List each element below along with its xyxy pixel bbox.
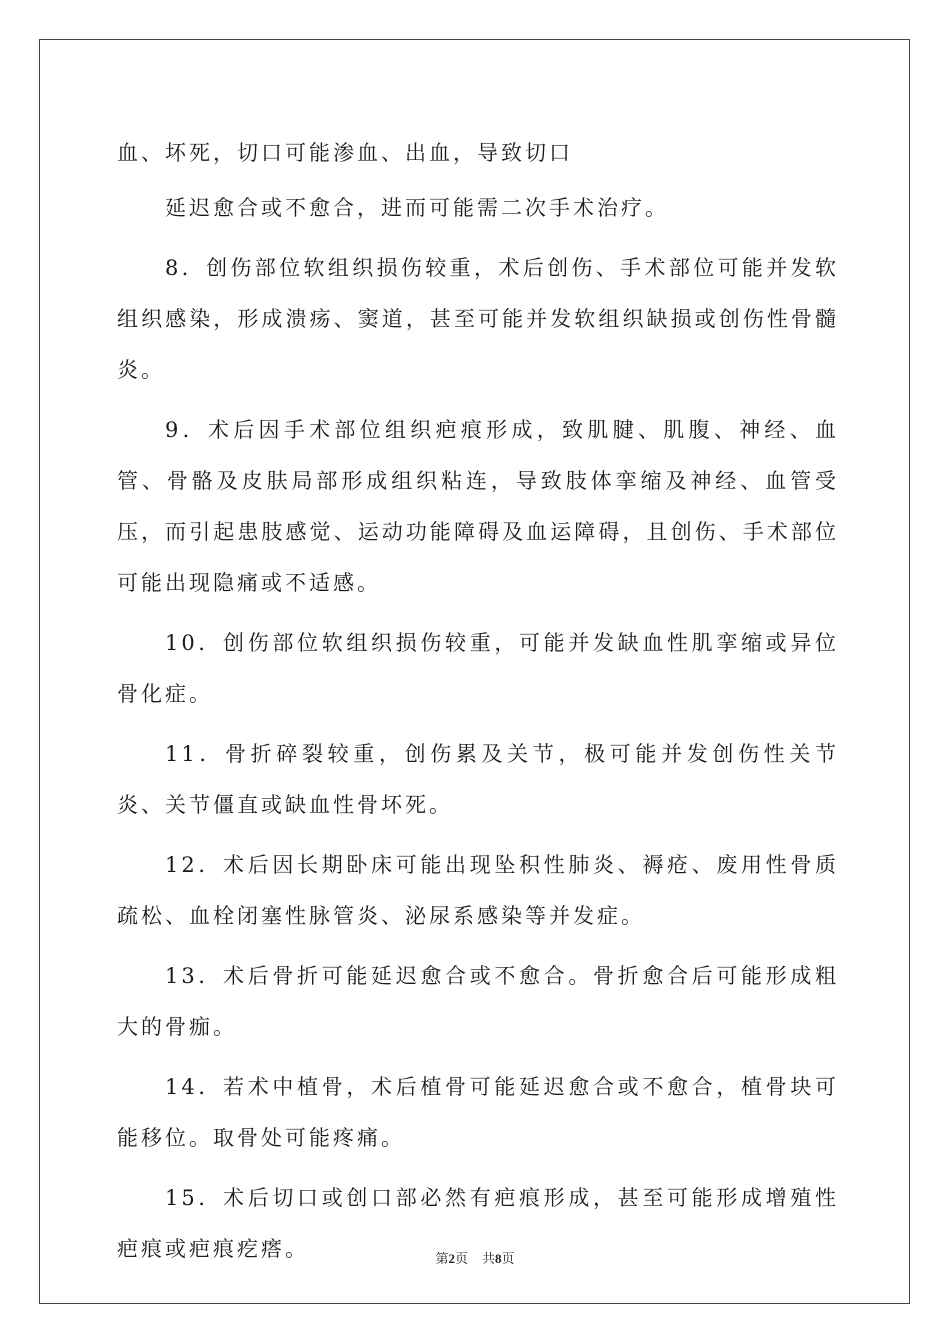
total-suffix: 页 (501, 1251, 515, 1266)
paragraph-item-15: 15．术后切口或创口部必然有疤痕形成，甚至可能形成增殖性疤痕或疤痕疙瘩。 (117, 1186, 839, 1261)
page-footer (0, 1248, 950, 1267)
page-mid: 页 (454, 1251, 468, 1266)
paragraph-item-8: 8．创伤部位软组织损伤较重，术后创伤、手术部位可能并发软组织感染，形成溃疡、窦道，甚至可能并发软组织缺损或创伤性骨髓炎。 (117, 256, 839, 382)
paragraph-item-11: 11．骨折碎裂较重，创伤累及关节，极可能并发创伤性关节炎、关节僵直或缺血性骨坏死。 (117, 742, 839, 817)
paragraph-item-12: 12．术后因长期卧床可能出现坠积性肺炎、褥疮、废用性骨质疏松、血栓闭塞性脉管炎、泌尿系感染等并发症。 (117, 853, 839, 928)
paragraph-0: 血、坏死，切口可能渗血、出血，导致切口 (117, 141, 573, 165)
page-prefix: 第 (435, 1251, 449, 1266)
paragraph-item-10: 10．创伤部位软组织损伤较重，可能并发缺血性肌挛缩或异位骨化症。 (117, 631, 839, 706)
total-prefix: 共 (482, 1251, 496, 1266)
paragraph-item-9: 9．术后因手术部位组织疤痕形成，致肌腱、肌腹、神经、血管、骨骼及皮肤局部形成组织粘连，导致肢体挛缩及神经、血管受压，而引起患肢感觉、运动功能障碍及血运障碍，且创伤、手术部位可能出现隐痛或不适感。 (117, 418, 839, 595)
paragraph-item-14: 14．若术中植骨，术后植骨可能延迟愈合或不愈合，植骨块可能移位。取骨处可能疼痛。 (117, 1075, 839, 1150)
page-current: 2 (448, 1251, 455, 1266)
document-body (117, 128, 839, 1284)
paragraph-1: 延迟愈合或不愈合，进而可能需二次手术治疗。 (165, 196, 669, 220)
page-total: 8 (495, 1251, 502, 1266)
paragraph-item-13: 13．术后骨折可能延迟愈合或不愈合。骨折愈合后可能形成粗大的骨痂。 (117, 964, 839, 1039)
